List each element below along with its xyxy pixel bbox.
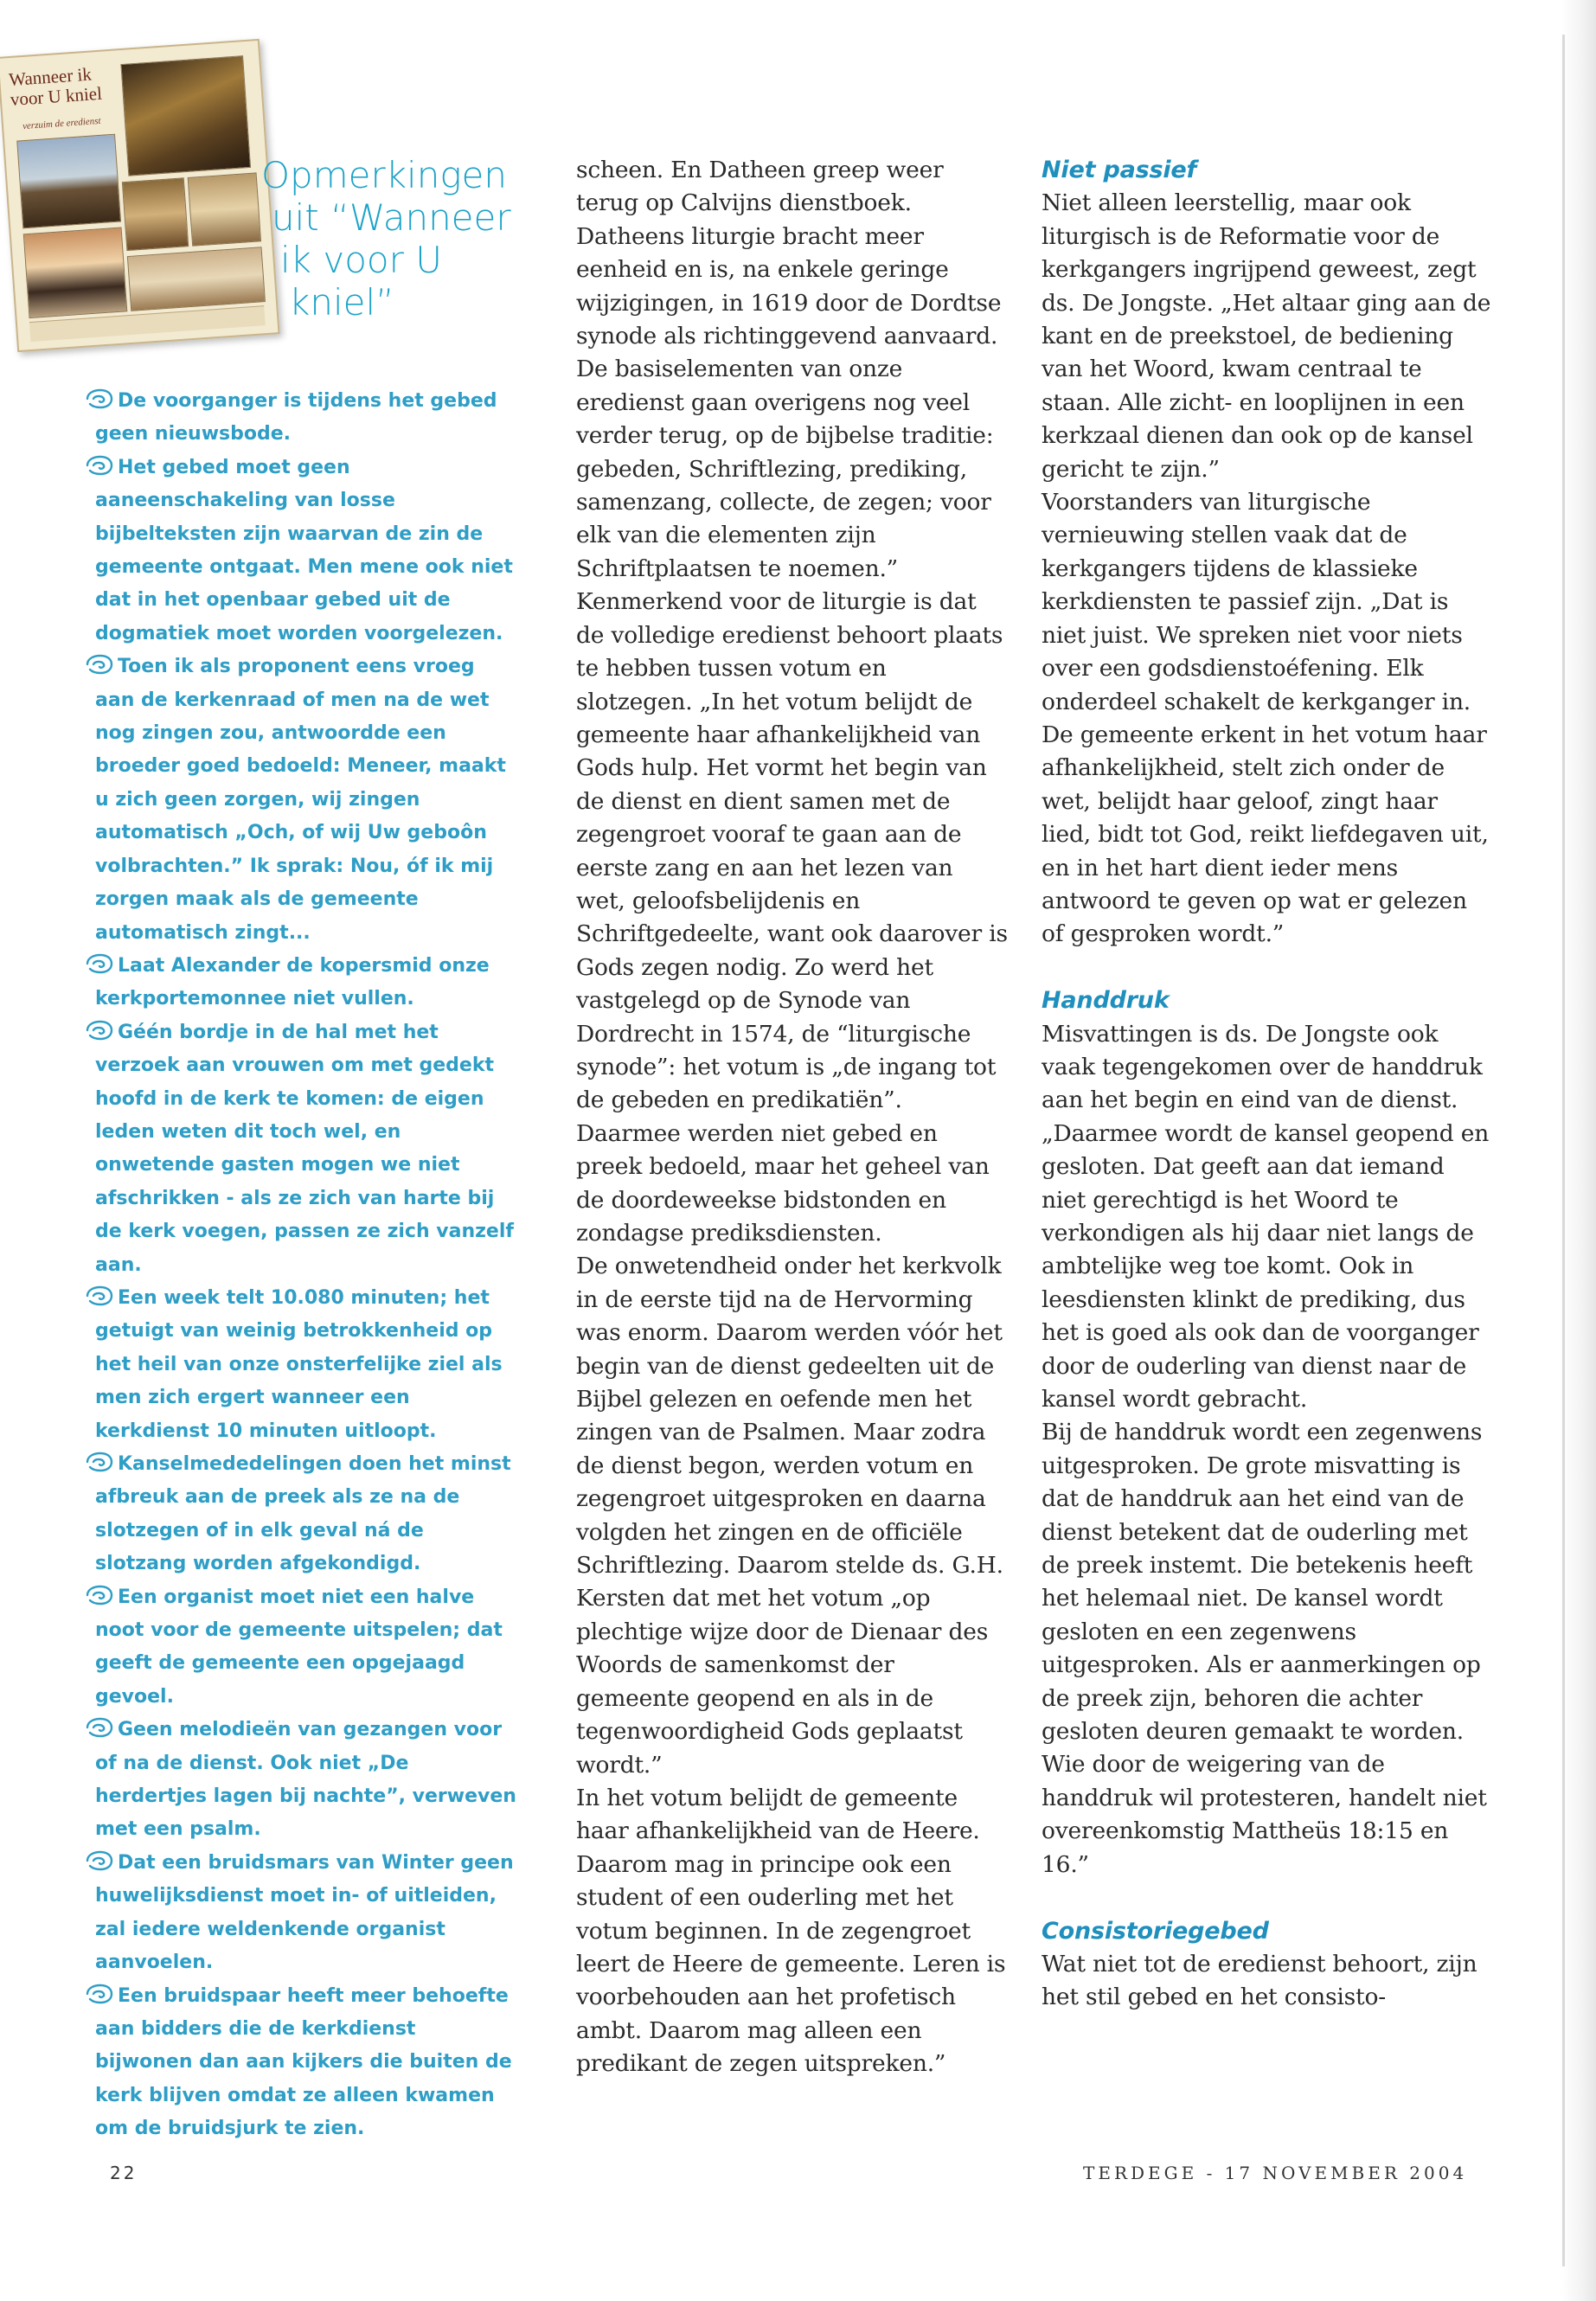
paragraph: In het votum belijdt de gemeente haar afhankelijkheid van de Heere. Daarom mag in principe ook een student of een ouderling met het votum beginnen. In de zegengroet leert de Heere de gemeente. Leren is voorbehouden aan het profetisch ambt. Daarom mag alleen een predikant de zegen uitspreken.” xyxy=(576,1784,1006,2078)
title-line: ik voor U xyxy=(280,239,442,281)
cover-title: Wanneer ik voor U kniel xyxy=(8,63,103,111)
section-heading: Handdruk xyxy=(1042,987,1170,1015)
cover-photo-organ xyxy=(120,55,251,176)
ear-icon xyxy=(85,1285,114,1306)
paragraph: Kenmerkend voor de liturgie is dat de volledige eredienst behoort plaats te hebben tussen votum en slotzegen. „In het votum belijdt de gemeente haar afhankelijkheid van Gods hulp. Het vormt het begin van de dienst en dient samen met de zegengroet vooraf te gaan aan de eerste zang en aan het lezen van wet, geloofsbelijdenis en Schriftgedeelte, want ook daarover is Gods zegen nodig. Zo werd het vastgelegd op de Synode van Dordrecht in 1574, de “liturgische synode”: het votum is „de ingang tot de gebeden en predikatiën”. Daarmee werden niet gebed en preek bedoeld, maar het geheel van de doordeweekse bidstonden en zondagse prediksdiensten. xyxy=(576,588,1008,1247)
cover-photo-church-exterior xyxy=(16,134,121,229)
remark-text: Dat een bruidsmars van Winter geen huwelijksdienst moet in- of uitleiden, zal iedere weldenkende organist aanvoelen. xyxy=(95,1851,514,1974)
cover-photo-church-hall xyxy=(127,247,266,311)
title-line: Opmerkingen xyxy=(261,154,508,196)
remark-text: De voorganger is tijdens het gebed geen nieuwsbode. xyxy=(95,390,497,445)
running-footer: TERDEGE - 17 NOVEMBER 2004 xyxy=(1083,2163,1468,2183)
paragraph: Misvattingen is ds. De Jongste ook vaak tegengekomen over de handdruk aan het begin en eind van de dienst. „Daarmee wordt de kansel geopend en gesloten. Dat geeft aan dat iemand niet gerechtigd is het Woord te verkondigen als hij daar niet langs de ambtelijke weg toe komt. Ook in leesdiensten klinkt de prediking, dus het is goed als ook dan de voorganger door de ouderling van dienst naar de kansel wordt gebracht. xyxy=(1042,1020,1490,1413)
ear-icon xyxy=(85,1850,114,1871)
paragraph: Wat niet tot de eredienst behoort, zijn het stil gebed en het consisto- xyxy=(1042,1950,1477,2011)
body-column-2 xyxy=(1042,154,1491,2015)
remark-text: Een bruidspaar heeft meer behoefte aan bidders die de kerkdienst bijwonen dan aan kijkers die buiten de kerk blijven omdat ze alleen kwamen om de bruidsjurk te zien. xyxy=(95,1984,512,2140)
cover-subtitle: verzuim de eredienst xyxy=(22,115,101,132)
remark-item xyxy=(95,1847,519,1980)
ear-icon xyxy=(85,388,114,409)
ear-icon xyxy=(85,455,114,476)
article-title xyxy=(261,154,521,324)
remark-item xyxy=(95,1714,519,1847)
remark-text: Laat Alexander de kopersmid onze kerkportemonnee niet vullen. xyxy=(95,954,490,1010)
paragraph: Bij de handdruk wordt een zegenwens uitgesproken. De grote misvatting is dat de handdruk aan het eind van de dienst betekent dat de ouderling met de preek instemt. Die betekenis heeft het helemaal niet. De kansel wordt gesloten en een zegenwens uitgesproken. Als er aanmerkingen op de preek zijn, behoren die achter gesloten deuren gemaakt te worden. Wie door de weigering van de handdruk wil protesteren, handelt niet overeenkomstig Mattheüs 18:15 en 16.” xyxy=(1042,1419,1487,1878)
remark-item xyxy=(95,1448,519,1581)
remark-item xyxy=(95,1016,519,1282)
book-cover xyxy=(0,39,280,352)
section-heading: Niet passief xyxy=(1042,157,1197,183)
section-gap xyxy=(1042,952,1491,984)
remark-text: Het gebed moet geen aaneenschakeling van losse bijbelteksten zijn waarvan de zin de gemeente ontgaat. Men mene ook niet dat in het openbaar gebed uit de dogmatiek moet worden voorgelezen. xyxy=(95,456,513,644)
remark-item xyxy=(95,1282,519,1448)
cover-photo-congregation xyxy=(23,227,128,318)
remark-text: Een week telt 10.080 minuten; het getuigt van weinig betrokkenheid op het heil van onze onsterfelijke ziel als men zich ergert wanneer een kerkdienst 10 minuten uitloopt. xyxy=(95,1286,503,1442)
ear-icon xyxy=(85,1984,114,2004)
section-heading: Consistoriegebed xyxy=(1042,1917,1269,1945)
page-number: 22 xyxy=(110,2163,138,2183)
body-column-1 xyxy=(576,154,1009,2081)
remarks-sidebar xyxy=(95,385,519,2146)
page-shadow xyxy=(1561,0,1596,2301)
ear-icon xyxy=(85,654,114,675)
remark-text: Géén bordje in de hal met het verzoek aan vrouwen om met gedekt hoofd in de kerk te komen: de eigen leden weten dit toch wel, en onwetende gasten mogen we niet afschrikken - als ze zich van harte bij de kerk voegen, passen ze zich vanzelf aan. xyxy=(95,1021,514,1276)
remark-item xyxy=(95,651,519,950)
remark-item xyxy=(95,452,519,651)
cover-photo-interior xyxy=(188,172,261,246)
remark-item xyxy=(95,385,519,452)
remark-item xyxy=(95,950,519,1016)
title-line: kniel” xyxy=(289,281,394,324)
paragraph: De onwetendheid onder het kerkvolk in de eerste tijd na de Hervorming was enorm. Daarom werden vóór het begin van de dienst gedeelten uit de Bijbel gelezen en oefende men het zingen van de Psalmen. Maar zodra de dienst begon, werden votum en zegengroet uitgesproken en daarna volgden het zingen en de officiële Schriftlezing. Daarom stelde ds. G.H. Kersten dat met het votum „op plechtige wijze door de Dienaar des Woords de samenkomst der gemeente geopend en als in de tegenwoordigheid Gods geplaatst wordt.” xyxy=(576,1253,1003,1779)
paragraph: Niet alleen leerstellig, maar ook liturgisch is de Reformatie voor de kerkgangers ingrijpend geweest, zegt ds. De Jongste. „Het altaar ging aan de kant en de preekstoel, de bediening van het Woord, kwam centraal te staan. Alle zicht- en looplijnen in een kerkzaal dienen dan ook op de kansel gericht te zijn.” xyxy=(1042,189,1491,483)
ear-icon xyxy=(85,1585,114,1606)
remark-item xyxy=(95,1980,519,2146)
remark-item xyxy=(95,1581,519,1715)
page-edge xyxy=(1562,35,1565,2266)
section-gap xyxy=(1042,1881,1491,1914)
remark-text: Toen ik als proponent eens vroeg aan de kerkenraad of men na de wet nog zingen zou, antwoordde een broeder goed bedoeld: Meneer, maakt u zich geen zorgen, wij zingen automatisch „Och, of wij Uw geboôn volbrachten.” Ik sprak: Nou, óf ik mij zorgen maak als de gemeente automatisch zingt... xyxy=(95,656,506,944)
ear-icon xyxy=(85,1717,114,1738)
paragraph: scheen. En Datheen greep weer terug op Calvijns dienstboek. Datheens liturgie bracht meer eenheid en is, na enkele geringe wijzigingen, in 1619 door de Dordtse synode als richtinggevend aanvaard. De basiselementen van onze eredienst gaan overigens nog veel verder terug, op de bijbelse traditie: gebeden, Schriftlezing, prediking, samenzang, collecte, de zegen; voor elk van die elementen zijn Schriftplaatsen te noemen.” xyxy=(576,157,1002,582)
title-line: uit “Wanneer xyxy=(272,196,511,239)
ear-icon xyxy=(85,1452,114,1472)
remark-text: Een organist moet niet een halve noot voor de gemeente uitspelen; dat geeft de gemeente een opgejaagd gevoel. xyxy=(95,1586,503,1708)
ear-icon xyxy=(85,1020,114,1041)
paragraph: Voorstanders van liturgische vernieuwing stellen vaak dat de kerkgangers tijdens de klassieke kerkdiensten te passief zijn. „Dat is niet juist. We spreken niet voor niets over een godsdienstoéfening. Elk onderdeel schakelt de kerkganger in. De gemeente erkent in het votum haar afhankelijkheid, stelt zich onder de wet, belijdt haar geloof, zingt haar lied, bidt tot God, reikt liefdegaven uit, en in het hart dient ieder mens antwoord te geven op wat er gelezen of gesproken wordt.” xyxy=(1042,489,1489,948)
ear-icon xyxy=(85,953,114,974)
remark-text: Geen melodieën van gezangen voor of na de dienst. Ook niet „De herdertjes lagen bij nachte”, verweven met een psalm. xyxy=(95,1719,516,1841)
remark-text: Kanselmededelingen doen het minst afbreuk aan de preek als ze na de slotzegen of in elk geval ná de slotzang worden afgekondigd. xyxy=(95,1453,511,1575)
cover-photo-pulpit xyxy=(122,177,189,251)
